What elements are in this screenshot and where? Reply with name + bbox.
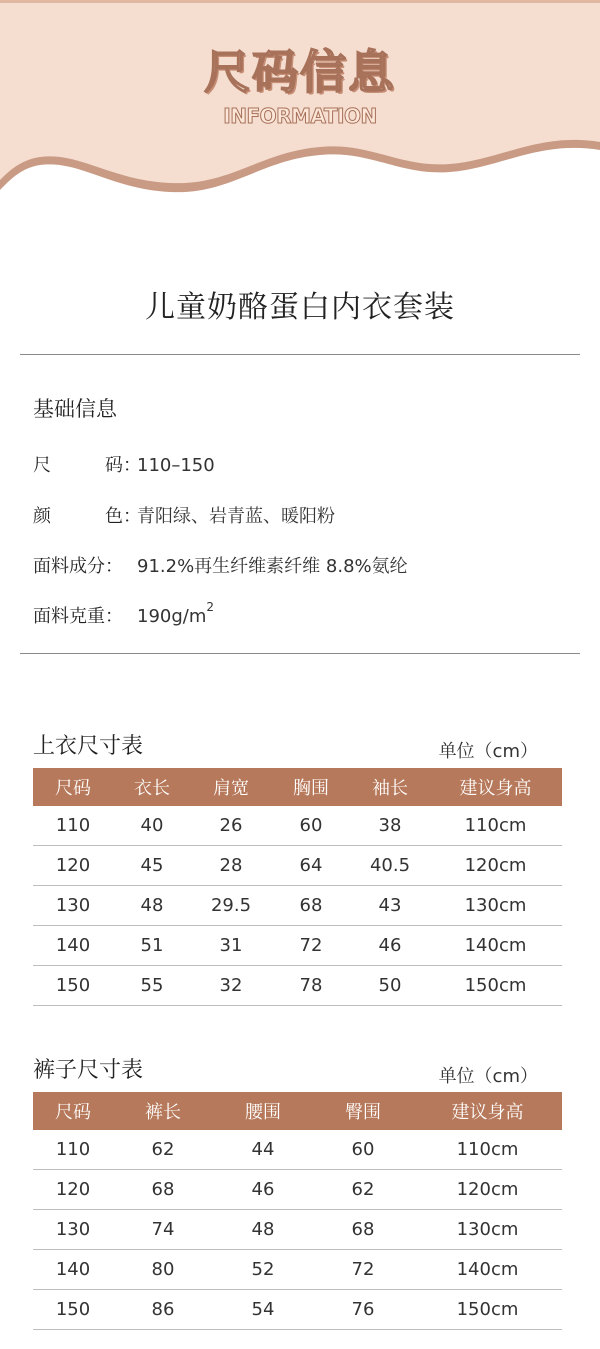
info-value: 青阳绿、岩青蓝、暖阳粉 [137,506,335,527]
table-cell: 68 [299,895,323,916]
table-cell: 40.5 [369,855,411,876]
info-value: 190g/m [137,606,207,627]
table-row [33,1130,562,1170]
info-row-fabric: 面料成分： 91.2%再生纤维素纤维 8.8%氨纶 [33,556,408,577]
top-table-title: 上衣尺寸表 [33,734,144,759]
table-cell: 130 [55,895,91,916]
table-cell: 28 [219,855,243,876]
table-cell: 110 [55,815,91,836]
table-cell: 26 [219,815,243,836]
table-row [33,1290,562,1330]
table-cell: 150cm [456,1299,519,1320]
table-cell: 110cm [456,1139,519,1160]
table-cell: 120cm [464,855,527,876]
top-size-table [33,768,562,1006]
table-cell: 62 [351,1179,375,1200]
table-cell: 48 [251,1219,275,1240]
banner-title: 尺码信息 [204,45,396,99]
table-cell: 45 [140,855,164,876]
table-cell: 74 [151,1219,175,1240]
col-header: 建议身高 [459,778,532,799]
info-value: 110–150 [137,455,215,476]
col-header: 衣长 [134,778,170,799]
header-banner [0,0,600,215]
table-cell: 52 [251,1259,275,1280]
table-cell: 110 [55,1139,91,1160]
table-cell: 60 [299,815,323,836]
basic-info-heading: 基础信息 [33,397,117,421]
table-cell: 140cm [464,935,527,956]
table-cell: 38 [378,815,402,836]
col-header: 腰围 [245,1102,281,1123]
pants-table-unit: 单位（cm） [438,1066,538,1087]
table-row [33,966,562,1006]
col-header: 尺码 [55,1102,91,1123]
pants-size-table [33,1092,562,1330]
col-header: 臀围 [345,1102,381,1123]
divider [20,653,580,654]
table-cell: 32 [219,975,243,996]
table-cell: 150cm [464,975,527,996]
table-row [33,806,562,846]
info-row-weight: 面料克重： $190g/m^2$ [33,600,215,627]
table-cell: 48 [140,895,164,916]
table-cell: 140 [55,1259,91,1280]
col-header: 尺码 [55,778,91,799]
table-cell: 46 [251,1179,275,1200]
table-cell: 68 [351,1219,375,1240]
table-cell: 130cm [464,895,527,916]
table-cell: 78 [299,975,323,996]
table-cell: 64 [299,855,323,876]
table-row [33,926,562,966]
banner-subtitle: INFORMATION [223,104,377,128]
table-row [33,1170,562,1210]
table-cell: 44 [251,1139,275,1160]
info-row-color: 颜 色 ：青阳绿、岩青蓝、暖阳粉 [33,506,335,527]
table-cell: 50 [378,975,402,996]
col-header: 胸围 [293,778,329,799]
table-cell: 29.5 [210,895,252,916]
table-cell: 54 [251,1299,275,1320]
pants-table-title: 裤子尺寸表 [33,1058,144,1083]
top-table-unit: 单位（cm） [438,741,538,762]
table-row [33,886,562,926]
table-cell: 120cm [456,1179,519,1200]
table-row [33,1210,562,1250]
table-cell: 80 [151,1259,175,1280]
table-cell: 31 [219,935,243,956]
table-cell: 40 [140,815,164,836]
table-row [33,1250,562,1290]
table-cell: 51 [140,935,164,956]
info-row-size: 尺 码 ：110–150 [33,455,215,476]
table-cell: 130cm [456,1219,519,1240]
product-title: 儿童奶酪蛋白内衣套装 [145,290,455,325]
table-cell: 150 [55,1299,91,1320]
table-cell: 110cm [464,815,527,836]
info-value: 91.2%再生纤维素纤维 8.8%氨纶 [137,556,408,577]
table-cell: 150 [55,975,91,996]
table-cell: 72 [351,1259,375,1280]
col-header: 裤长 [145,1102,181,1123]
table-row [33,846,562,886]
table-header-row [33,768,562,806]
table-cell: 72 [299,935,323,956]
col-header: 肩宽 [213,778,249,799]
col-header: 建议身高 [451,1102,524,1123]
table-cell: 55 [140,975,164,996]
table-header-row [33,1092,562,1130]
table-cell: 62 [151,1139,175,1160]
table-cell: 68 [151,1179,175,1200]
table-cell: 120 [55,1179,91,1200]
table-cell: 43 [378,895,402,916]
table-cell: 76 [351,1299,375,1320]
table-cell: 60 [351,1139,375,1160]
divider [20,354,580,355]
table-cell: 46 [378,935,402,956]
table-cell: 140 [55,935,91,956]
table-cell: 120 [55,855,91,876]
table-cell: 86 [151,1299,175,1320]
table-cell: 130 [55,1219,91,1240]
table-cell: 140cm [456,1259,519,1280]
col-header: 袖长 [372,778,408,799]
